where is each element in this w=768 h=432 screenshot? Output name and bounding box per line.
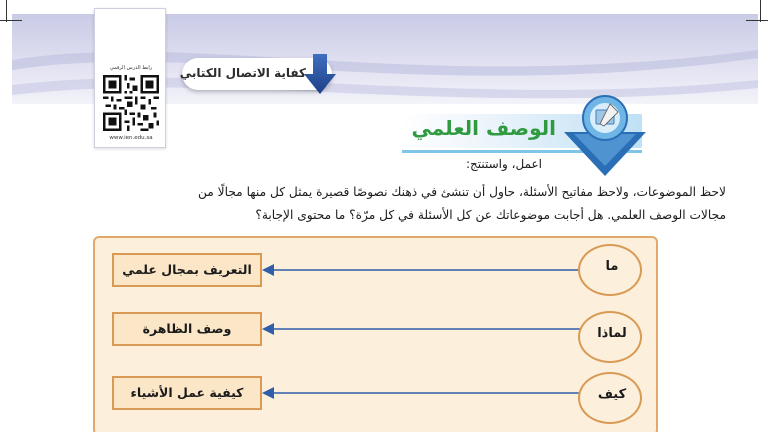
arrow-down-icon	[302, 52, 338, 96]
arrow-left-icon	[262, 260, 580, 280]
qr-card-url[interactable]: www.ien.edu.sa	[109, 135, 153, 141]
crop-mark	[760, 0, 761, 22]
arrow-left-icon	[262, 383, 580, 403]
question-circle	[578, 244, 642, 296]
question-circle	[578, 372, 642, 424]
qr-card-title: رابط الدرس الرقمي	[109, 65, 153, 71]
competency-label: كفاية الاتصال الكتابي	[179, 66, 306, 80]
section-title: الوصف العلمي	[411, 116, 556, 140]
answer-text: التعريف بمجال علمي	[122, 262, 252, 277]
crop-mark	[0, 20, 22, 21]
answer-text: وصف الظاهرة	[142, 321, 232, 336]
qr-code-icon[interactable]	[103, 75, 159, 131]
paragraph-line-2: مجالات الوصف العلمي. هل أجابت موضوعاتك عن كل الأسئلة في كل مرّة؟ ما محتوى الإجابة؟	[255, 208, 726, 222]
instruction-heading: اعمل، واستنتج:	[465, 157, 542, 171]
question-text: كيف	[597, 387, 627, 402]
crop-mark	[746, 20, 768, 21]
paragraph-line-1: لاحظ الموضوعات، ولاحظ مفاتيح الأسئلة، حاول أن تنشئ في ذهنك نصوصًا قصيرة يمثل كل منها مجالًا من	[197, 185, 726, 199]
question-text: لماذا	[597, 326, 627, 341]
answer-box	[112, 312, 262, 346]
arrow-left-icon	[262, 319, 580, 339]
answer-box	[112, 376, 262, 410]
qr-card[interactable]	[94, 8, 166, 148]
lesson-badge-icon	[560, 94, 650, 180]
answer-box	[112, 253, 262, 287]
crop-mark	[6, 0, 7, 22]
answer-text: كيفية عمل الأشياء	[130, 385, 244, 400]
question-text: ما	[605, 259, 619, 274]
question-circle	[578, 311, 642, 363]
